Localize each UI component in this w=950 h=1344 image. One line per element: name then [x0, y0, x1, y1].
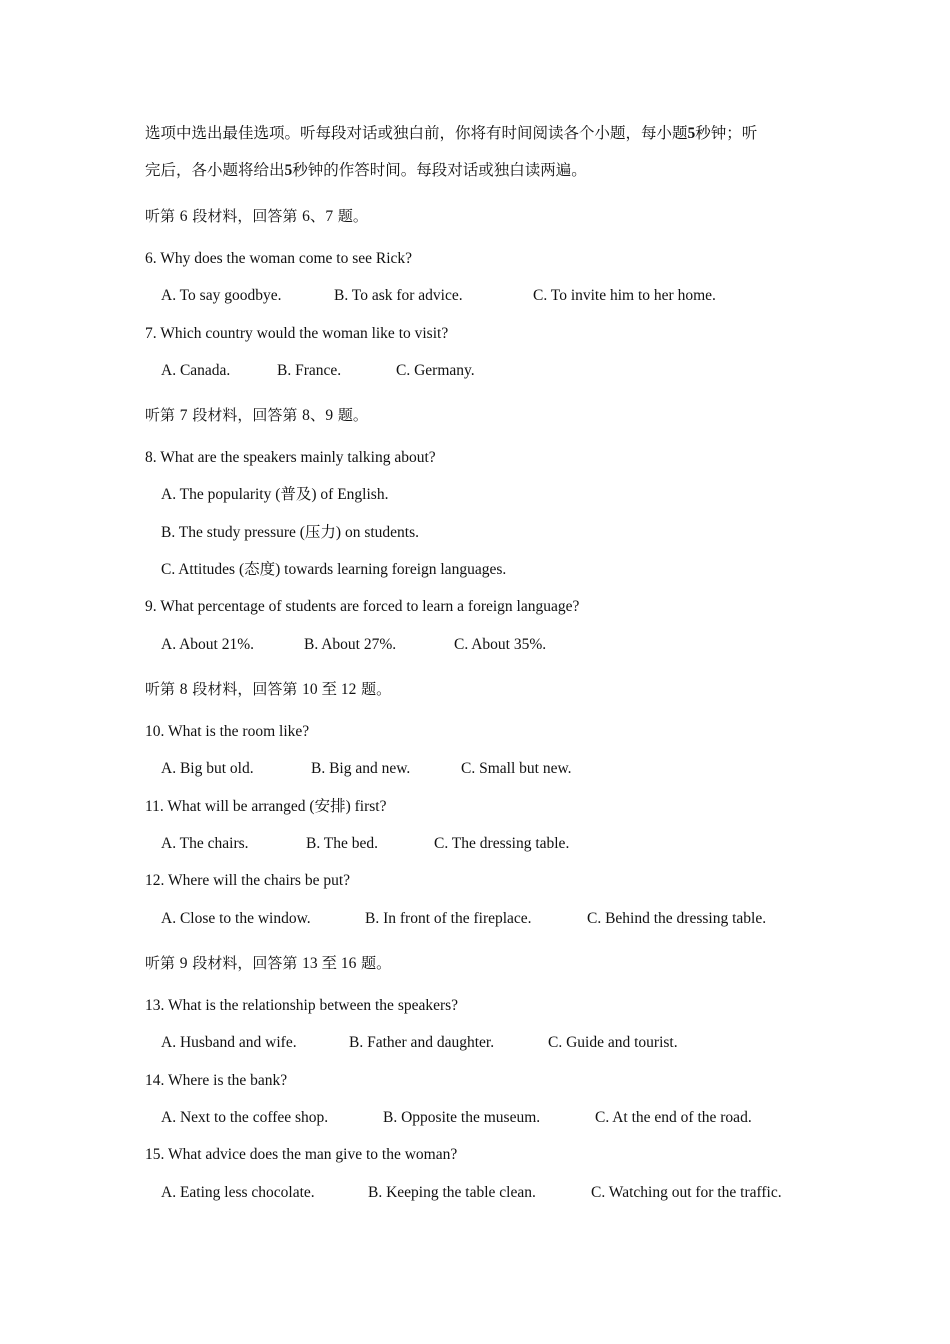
option-15b: B. Keeping the table clean. — [368, 1184, 536, 1201]
option-13c: C. Guide and tourist. — [548, 1034, 678, 1051]
option-10b: B. Big and new. — [311, 760, 411, 777]
question-9: 9. What percentage of students are forced to learn a foreign language? — [145, 598, 580, 615]
option-13a: A. Husband and wife. — [161, 1034, 297, 1051]
heading-text: 段材料，回答第 — [192, 954, 298, 972]
heading-number: 6 — [179, 208, 188, 225]
intro-seconds: 5 — [284, 162, 293, 179]
option-10a: A. Big but old. — [161, 760, 254, 777]
heading-text: 段材料，回答第 — [192, 406, 298, 424]
heading-text: 题。 — [361, 680, 392, 698]
heading-text: 题。 — [337, 207, 368, 225]
heading-text: 题。 — [361, 954, 392, 972]
heading-range: 10 至 12 — [302, 681, 357, 698]
option-8b: B. The study pressure (压力) on students. — [161, 524, 420, 541]
option-11b: B. The bed. — [306, 835, 379, 852]
option-9a: A. About 21%. — [161, 636, 254, 653]
option-14b: B. Opposite the museum. — [383, 1109, 541, 1126]
option-7a: A. Canada. — [161, 362, 231, 379]
question-11: 11. What will be arranged (安排) first? — [145, 798, 387, 815]
heading-range: 13 至 16 — [302, 955, 357, 972]
option-13b: B. Father and daughter. — [349, 1034, 495, 1051]
heading-text: 听第 — [145, 680, 176, 698]
intro-line-2 — [145, 161, 587, 181]
heading-text: 听第 — [145, 954, 176, 972]
option-7c: C. Germany. — [396, 362, 475, 379]
question-10: 10. What is the room like? — [145, 723, 310, 740]
heading-number: 9 — [179, 955, 188, 972]
option-9b: B. About 27%. — [304, 636, 397, 653]
heading-text: 段材料，回答第 — [192, 207, 298, 225]
option-15a: A. Eating less chocolate. — [161, 1184, 315, 1201]
option-12c: C. Behind the dressing table. — [587, 910, 767, 927]
option-15c: C. Watching out for the traffic. — [591, 1184, 782, 1201]
heading-text: 段材料，回答第 — [192, 680, 298, 698]
section-heading — [145, 405, 368, 426]
option-14a: A. Next to the coffee shop. — [161, 1109, 329, 1126]
section-heading — [145, 206, 368, 227]
option-14c: C. At the end of the road. — [595, 1109, 752, 1126]
question-7: 7. Which country would the woman like to visit? — [145, 325, 449, 342]
intro-seconds: 5 — [687, 125, 696, 142]
option-9c: C. About 35%. — [454, 636, 547, 653]
option-10c: C. Small but new. — [461, 760, 572, 777]
option-8a: A. The popularity (普及) of English. — [161, 486, 389, 503]
heading-text: 听第 — [145, 207, 176, 225]
question-13: 13. What is the relationship between the speakers? — [145, 997, 459, 1014]
option-6a: A. To say goodbye. — [161, 287, 282, 304]
heading-number: 7 — [179, 407, 188, 424]
option-12b: B. In front of the fireplace. — [365, 910, 532, 927]
section-heading — [145, 679, 391, 700]
intro-line-1 — [145, 124, 757, 144]
heading-number: 8 — [179, 681, 188, 698]
intro-text: 完后，各小题将给出 — [145, 162, 285, 179]
option-11a: A. The chairs. — [161, 835, 249, 852]
question-8: 8. What are the speakers mainly talking about? — [145, 449, 436, 466]
section-heading — [145, 953, 391, 974]
heading-range: 6、7 — [302, 208, 334, 225]
option-6c: C. To invite him to her home. — [533, 287, 716, 304]
option-12a: A. Close to the window. — [161, 910, 311, 927]
intro-text: 秒钟；听 — [695, 125, 758, 142]
question-12: 12. Where will the chairs be put? — [145, 872, 351, 889]
option-8c: C. Attitudes (态度) towards learning foreign languages. — [161, 561, 507, 578]
heading-text: 题。 — [337, 406, 368, 424]
question-15: 15. What advice does the man give to the woman? — [145, 1146, 458, 1163]
question-14: 14. Where is the bank? — [145, 1072, 288, 1089]
heading-range: 8、9 — [302, 407, 334, 424]
option-6b: B. To ask for advice. — [334, 287, 463, 304]
option-11c: C. The dressing table. — [434, 835, 570, 852]
question-6: 6. Why does the woman come to see Rick? — [145, 250, 413, 267]
intro-text: 秒钟的作答时间。每段对话或独白读两遍。 — [292, 162, 587, 179]
option-7b: B. France. — [277, 362, 342, 379]
heading-text: 听第 — [145, 406, 176, 424]
intro-text: 选项中选出最佳选项。听每段对话或独白前，你将有时间阅读各个小题，每小题 — [145, 125, 688, 142]
